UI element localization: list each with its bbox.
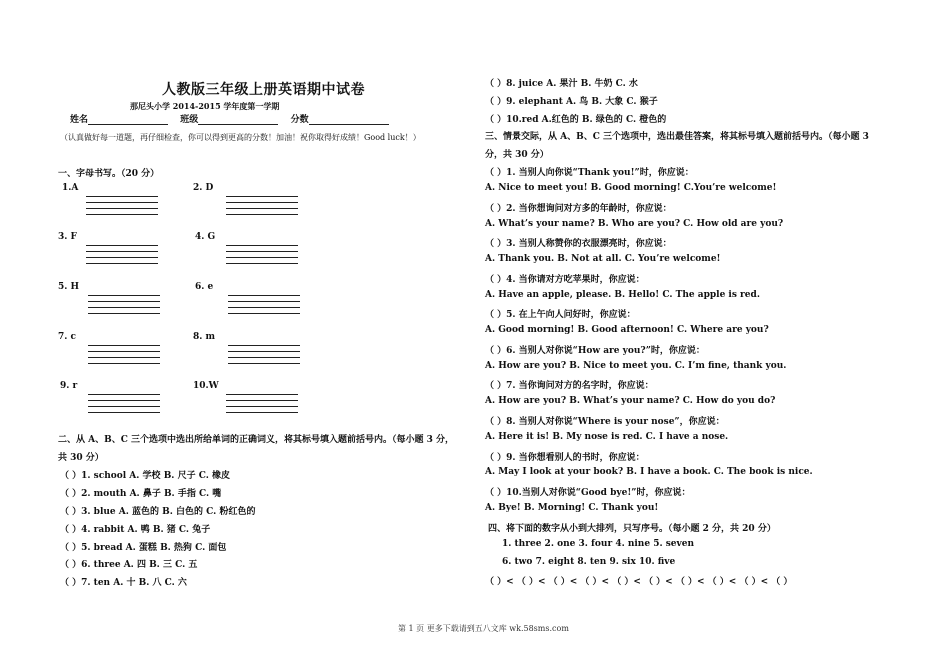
dialogue-question: （ ）6. 当别人对你说“How are you?”时，你应说： bbox=[485, 346, 705, 356]
student-info-row bbox=[70, 112, 389, 125]
vocab-question: （ ）9. elephant A. 鸟 B. 大象 C. 猴子 bbox=[485, 97, 658, 107]
vocab-question: （ ）7. ten A. 十 B. 八 C. 六 bbox=[60, 578, 187, 588]
dialogue-question: （ ）3. 当别人称赞你的衣服漂亮时，你应说： bbox=[485, 239, 672, 249]
instruction-text: （认真做好每一道题，再仔细检查，你可以得到更高的分数！加油！祝你取得好成绩！Good luck！） bbox=[60, 133, 421, 142]
vocab-question: （ ）6. three A. 四 B. 三 C. 五 bbox=[60, 560, 198, 570]
vocab-question: （ ）8. juice A. 果汁 B. 牛奶 C. 水 bbox=[485, 79, 638, 89]
dialogue-question: （ ）8. 当别人对你说“Where is your nose”，你应说： bbox=[485, 417, 725, 427]
dialogue-options: A. Nice to meet you! B. Good morning! C.You’re welcome! bbox=[485, 183, 777, 193]
writing-lines[interactable] bbox=[88, 345, 160, 369]
writing-lines[interactable] bbox=[226, 196, 298, 220]
letter-item: 1.A bbox=[62, 183, 79, 193]
number-words-row: 6. two 7. eight 8. ten 9. six 10. five bbox=[502, 557, 676, 567]
dialogue-question: （ ）5. 在上午向人问好时，你应说： bbox=[485, 310, 636, 320]
letter-item: 4. G bbox=[195, 232, 216, 242]
dialogue-options: A. Good morning! B. Good afternoon! C. Where are you? bbox=[485, 325, 769, 335]
dialogue-question: （ ）4. 当你请对方吃苹果时，你应说： bbox=[485, 275, 645, 285]
vocab-question: （ ）5. bread A. 蛋糕 B. 热狗 C. 面包 bbox=[60, 543, 227, 553]
writing-lines[interactable] bbox=[228, 345, 300, 369]
dialogue-question: （ ）1. 当别人向你说“Thank you!”时，你应说： bbox=[485, 168, 694, 178]
letter-item: 3. F bbox=[58, 232, 77, 242]
dialogue-question: （ ）2. 当你想询问对方多的年龄时，你应说： bbox=[485, 204, 672, 214]
section2-title-cont: 共 30 分） bbox=[58, 453, 104, 463]
class-field[interactable] bbox=[198, 115, 278, 125]
dialogue-options: A. May I look at your book? B. I have a book. C. The book is nice. bbox=[485, 467, 813, 477]
dialogue-question: （ ）7. 当你询问对方的名字时，你应说： bbox=[485, 381, 654, 391]
vocab-question: （ ）1. school A. 学校 B. 尺子 C. 橡皮 bbox=[60, 471, 230, 481]
letter-item: 10.W bbox=[193, 381, 219, 391]
letter-item: 9. r bbox=[60, 381, 78, 391]
letter-item: 8. m bbox=[193, 332, 216, 342]
letter-item: 7. c bbox=[58, 332, 77, 342]
vocab-question: （ ）3. blue A. 蓝色的 B. 白色的 C. 粉红色的 bbox=[60, 507, 256, 517]
writing-lines[interactable] bbox=[226, 394, 298, 418]
vocab-question: （ ）10.red A.红色的 B. 绿色的 C. 橙色的 bbox=[485, 115, 667, 125]
score-field[interactable] bbox=[309, 115, 389, 125]
dialogue-options: A. Thank you. B. Not at all. C. You’re welcome! bbox=[485, 254, 721, 264]
score-label: 分数 bbox=[290, 115, 309, 125]
page-footer: 第 1 页 更多下载请到五八文库 wk.58sms.com bbox=[398, 624, 569, 633]
number-words-row: 1. three 2. one 3. four 4. nine 5. seven bbox=[502, 539, 695, 549]
dialogue-options: A. Have an apple, please. B. Hello! C. The apple is red. bbox=[485, 290, 760, 300]
letter-item: 2. D bbox=[193, 183, 214, 193]
letter-item: 6. e bbox=[195, 282, 214, 292]
dialogue-question: （ ）10.当别人对你说“Good bye!”时，你应说： bbox=[485, 488, 691, 498]
section2-title: 二、从 A、B、C 三个选项中选出所给单词的正确词义，将其标号填入题前括号内。（每小题 3 分， bbox=[58, 435, 455, 445]
section4-title: 四、将下面的数字从小到大排列，只写序号。（每小题 2 分，共 20 分） bbox=[488, 524, 776, 534]
writing-lines[interactable] bbox=[88, 394, 160, 418]
exam-title: 人教版三年级上册英语期中试卷 bbox=[162, 82, 365, 98]
section1-title: 一、字母书写。（20 分） bbox=[58, 169, 160, 179]
section3-title-cont: 分，共 30 分） bbox=[485, 150, 549, 160]
writing-lines[interactable] bbox=[226, 245, 298, 269]
section3-title: 三、情景交际，从 A、B、C 三个选项中，选出最佳答案，将其标号填入题前括号内。（每小题 3 bbox=[485, 132, 869, 142]
school-term-line: 那尼头小学 2014-2015 学年度第一学期 bbox=[130, 101, 280, 111]
writing-lines[interactable] bbox=[228, 295, 300, 319]
name-label: 姓名 bbox=[70, 115, 89, 125]
dialogue-options: A. Bye! B. Morning! C. Thank you! bbox=[485, 503, 659, 513]
ordering-answer-row[interactable]: （ ）< （ ）< （ ）< （ ）< （ ）< （ ）< （ ）< （ ）< （ ）< （ ） bbox=[485, 577, 793, 587]
name-field[interactable] bbox=[88, 115, 168, 125]
letter-item: 5. H bbox=[58, 282, 80, 292]
vocab-question: （ ）2. mouth A. 鼻子 B. 手指 C. 嘴 bbox=[60, 489, 222, 499]
writing-lines[interactable] bbox=[86, 245, 158, 269]
dialogue-options: A. How are you? B. Nice to meet you. C. I’m fine, thank you. bbox=[485, 361, 787, 371]
dialogue-options: A. How are you? B. What’s your name? C. How do you do? bbox=[485, 396, 776, 406]
vocab-question: （ ）4. rabbit A. 鸭 B. 猪 C. 兔子 bbox=[60, 525, 211, 535]
dialogue-options: A. What’s your name? B. Who are you? C. How old are you? bbox=[485, 219, 784, 229]
dialogue-question: （ ）9. 当你想看别人的书时，你应说： bbox=[485, 453, 645, 463]
class-label: 班级 bbox=[180, 115, 199, 125]
dialogue-options: A. Here it is! B. My nose is red. C. I have a nose. bbox=[485, 432, 729, 442]
writing-lines[interactable] bbox=[88, 295, 160, 319]
writing-lines[interactable] bbox=[86, 196, 158, 220]
